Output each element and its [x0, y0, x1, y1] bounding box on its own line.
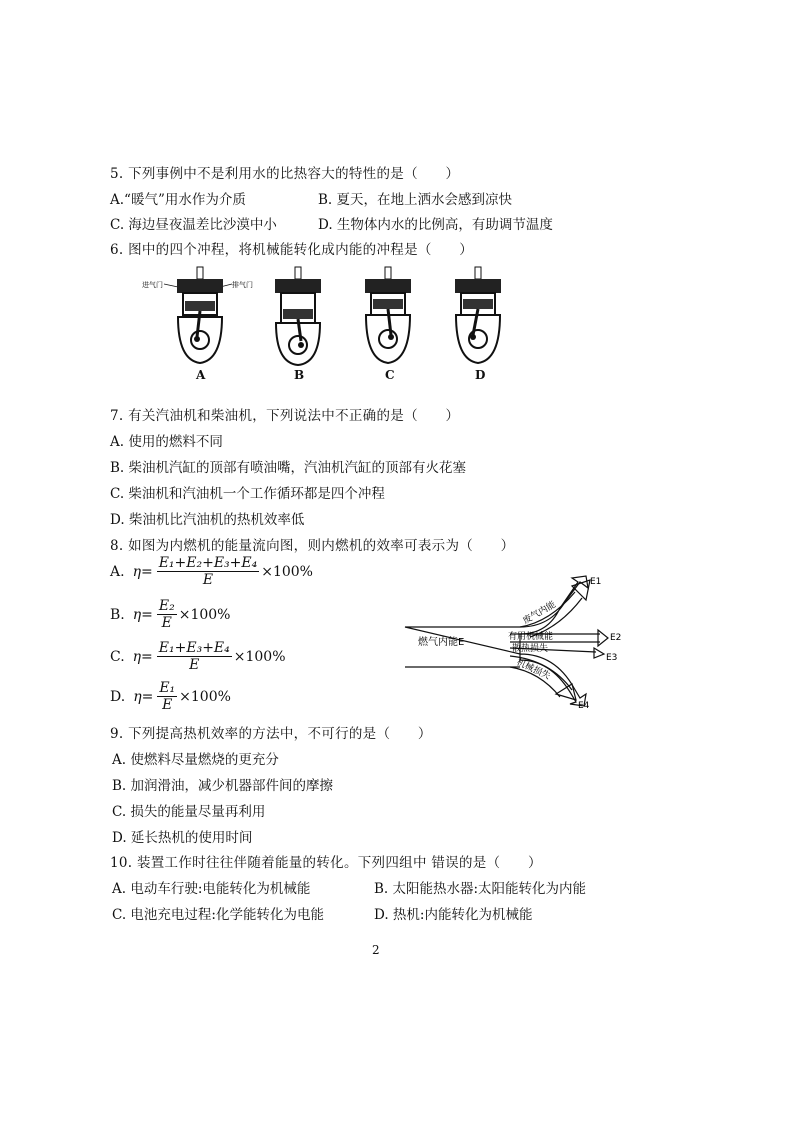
intake-valve-label: 进气门 [142, 281, 163, 289]
e3-label: E3 [606, 653, 618, 663]
branch-useful-label: 有用机械能 [508, 632, 554, 642]
q6-stem: 6. 图中的四个冲程，将机械能转化成内能的冲程是（ ） [110, 242, 474, 258]
page-number: 2 [372, 943, 380, 957]
q8-b-suffix: ×100% [178, 606, 231, 623]
exhaust-valve-label: 排气门 [232, 281, 253, 289]
eta-symbol: η= [132, 606, 153, 623]
q8-stem: 8. 如图为内燃机的能量流向图，则内燃机的效率可表示为（ ） [110, 538, 515, 554]
q7-option-b: B. 柴油机汽缸的顶部有喷油嘴，汽油机汽缸的顶部有火花塞 [110, 460, 467, 476]
eta-symbol: η= [132, 648, 153, 665]
q8-c-denominator: E [189, 657, 200, 673]
q8-a-denominator: E [202, 572, 214, 588]
engine-label-c: C [385, 368, 395, 382]
q5-option-d: D. 生物体内水的比例高，有助调节温度 [318, 217, 553, 233]
q5-option-a: A.“暖气”用水作为介质 [110, 192, 246, 208]
engine-b-diagram [275, 267, 321, 365]
q10-stem: 10. 装置工作时往往伴随着能量的转化。下列四组中 错误的是（ ） [110, 855, 542, 871]
branch-exhaust-label: 废气内能 [521, 599, 558, 627]
q8-option-d-prefix: D. [110, 688, 126, 705]
q10-option-c: C. 电池充电过程:化学能转化为电能 [112, 907, 324, 923]
q8-option-c-prefix: C. [110, 648, 125, 665]
q10-option-a: A. 电动车行驶:电能转化为机械能 [112, 881, 311, 897]
energy-flow-diagram [400, 572, 630, 712]
q8-option-a-prefix: A. [110, 563, 125, 580]
q8-option-a [110, 555, 313, 588]
q8-c-numerator: E₁+E₃+E₄ [158, 640, 230, 656]
q7-option-c: C. 柴油机和汽油机一个工作循环都是四个冲程 [110, 486, 385, 502]
q9-option-d: D. 延长热机的使用时间 [112, 830, 253, 846]
q8-b-denominator: E [161, 615, 172, 631]
engine-label-d: D [475, 368, 486, 382]
engine-stroke-figure [140, 265, 580, 375]
branch-mech-loss-label: 机械损失 [514, 657, 552, 682]
q8-option-d [110, 680, 231, 713]
q8-d-denominator: E [162, 697, 173, 713]
q9-option-a: A. 使燃料尽量燃烧的更充分 [112, 752, 279, 768]
engine-a-diagram [177, 267, 223, 363]
e4-label: E4 [578, 701, 590, 711]
q8-d-numerator: E₁ [159, 680, 176, 696]
q8-a-suffix: ×100% [261, 563, 313, 580]
branch-heat-loss-label: 散热损失 [512, 644, 549, 654]
engine-label-b: B [294, 368, 305, 382]
q8-c-suffix: ×100% [233, 648, 286, 665]
q7-option-a: A. 使用的燃料不同 [110, 434, 223, 450]
e1-label: E1 [590, 577, 602, 587]
engine-c-diagram [365, 267, 411, 363]
eta-symbol: η= [133, 688, 154, 705]
q5-stem: 5. 下列事例中不是利用水的比热容大的特性的是（ ） [110, 166, 460, 182]
engine-label-a: A [196, 368, 206, 382]
q5-option-c: C. 海边昼夜温差比沙漠中小 [110, 217, 277, 233]
energy-source-label: 燃气内能E [418, 637, 465, 648]
q8-d-suffix: ×100% [179, 688, 231, 705]
eta-symbol: η= [132, 563, 153, 580]
e2-label: E2 [610, 633, 622, 643]
q7-stem: 7. 有关汽油机和柴油机，下列说法中不正确的是（ ） [110, 408, 460, 424]
q9-option-c: C. 损失的能量尽量再利用 [112, 804, 266, 820]
q8-option-c [110, 640, 286, 673]
engine-d-diagram [455, 267, 501, 363]
q9-stem: 9. 下列提高热机效率的方法中，不可行的是（ ） [110, 726, 432, 742]
q10-option-b: B. 太阳能热水器:太阳能转化为内能 [374, 881, 587, 897]
q8-option-b [110, 598, 230, 631]
q7-option-d: D. 柴油机比汽油机的热机效率低 [110, 512, 305, 528]
q10-option-d: D. 热机:内能转化为机械能 [374, 907, 533, 923]
q9-option-b: B. 加润滑油，减少机器部件间的摩擦 [112, 778, 334, 794]
q5-option-b: B. 夏天，在地上洒水会感到凉快 [318, 192, 513, 208]
q8-a-numerator: E₁+E₂+E₃+E₄ [158, 555, 258, 571]
q8-option-b-prefix: B. [110, 606, 125, 623]
q8-b-numerator: E₂ [158, 598, 175, 614]
